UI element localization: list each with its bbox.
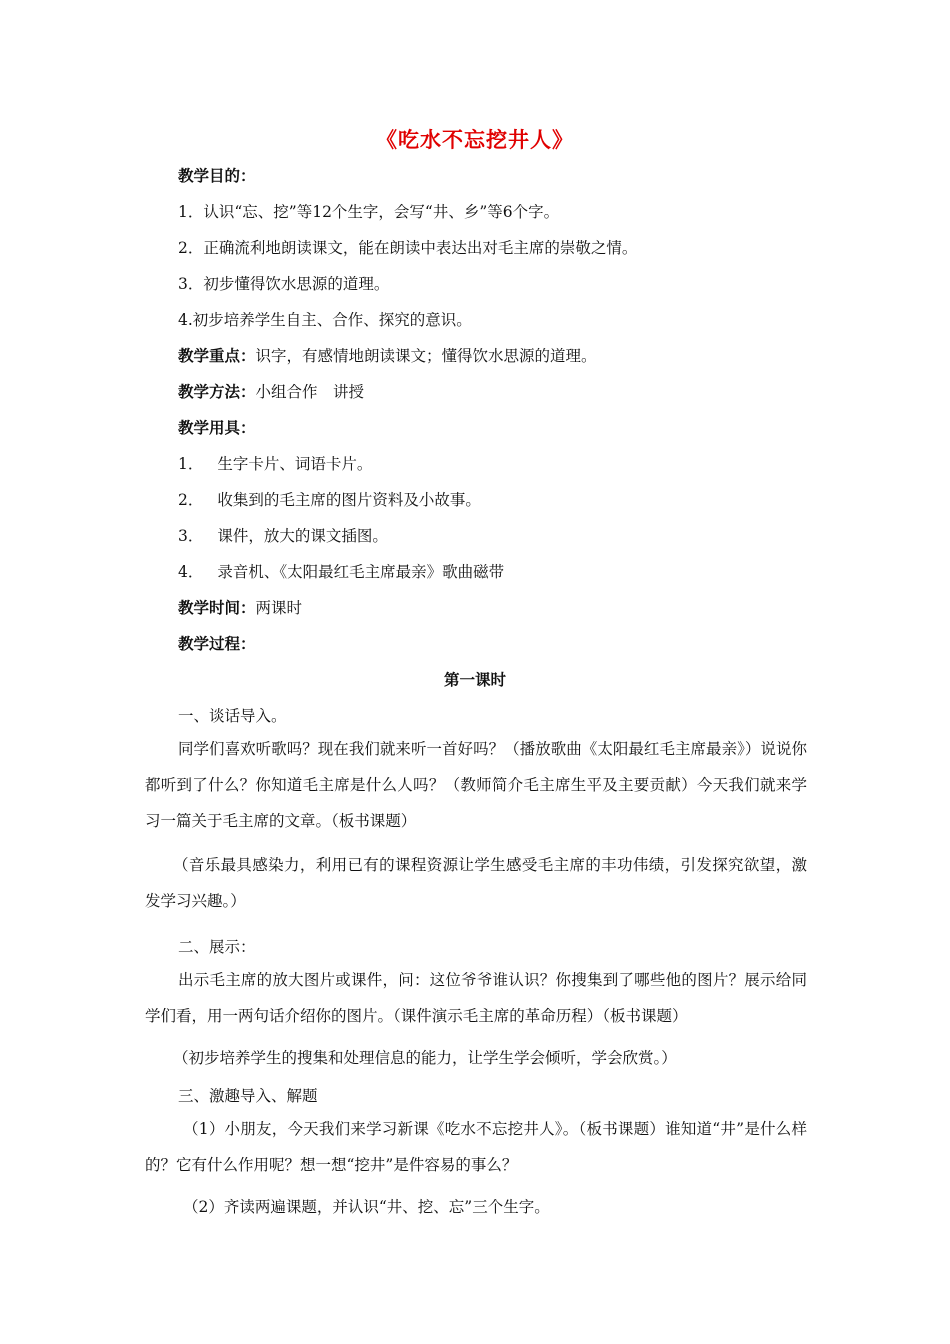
section-heading: 三、激趣导入、解题 (178, 1087, 318, 1105)
teaching-method (178, 380, 364, 402)
method-label: 教学方法： (178, 382, 256, 401)
tool-item: 1． 生字卡片、词语卡片。 (178, 455, 373, 473)
objective-item: 3．初步懂得饮水思源的道理。 (178, 275, 390, 293)
tool-item: 4． 录音机、《太阳最红毛主席最亲》歌曲磁带 (178, 563, 505, 581)
paragraph: （2）齐读两遍课题，并认识“井、挖、忘”三个生字。 (183, 1198, 550, 1216)
objectives-heading: 教学目的： (178, 166, 256, 185)
objective-item: 2．正确流利地朗读课文，能在朗读中表达出对毛主席的崇敬之情。 (178, 239, 638, 257)
time-text: 两课时 (255, 599, 303, 617)
paragraph: （音乐最具感染力，利用已有的课程资源让学生感受毛主席的丰功伟绩，引发探究欲望，激发学习兴趣。） (145, 856, 807, 910)
time-label: 教学时间： (178, 598, 256, 617)
lesson-heading: 第一课时 (443, 670, 506, 689)
key-points-text: 识字，有感情地朗读课文；懂得饮水思源的道理。 (255, 347, 597, 365)
tool-item: 3． 课件，放大的课文插图。 (178, 527, 388, 545)
paragraph: 同学们喜欢听歌吗？现在我们就来听一首好吗？（播放歌曲《太阳最红毛主席最亲》）说说你都听到了什么？你知道毛主席是什么人吗？（教师简介毛主席生平及主要贡献）今天我们就来学习一篇关于毛主席的文章。（板书课题） (145, 740, 807, 830)
key-points (178, 344, 597, 366)
objective-item: 1．认识“忘、挖”等12个生字，会写“井、乡”等6个字。 (178, 203, 560, 221)
paragraph: （初步培养学生的搜集和处理信息的能力，让学生学会倾听，学会欣赏。） (173, 1049, 677, 1067)
key-points-label: 教学重点： (178, 346, 256, 365)
tool-item: 2． 收集到的毛主席的图片资料及小故事。 (178, 491, 481, 509)
teaching-time (178, 596, 302, 618)
tools-heading: 教学用具： (178, 418, 256, 437)
section-heading: 一、谈话导入。 (178, 707, 287, 725)
paragraph: 出示毛主席的放大图片或课件，问：这位爷爷谁认识？你搜集到了哪些他的图片？展示给同学们看，用一两句话介绍你的图片。（课件演示毛主席的革命历程）（板书课题） (145, 971, 807, 1025)
section-heading: 二、展示： (178, 938, 256, 956)
process-heading: 教学过程： (178, 634, 256, 653)
document-title: 《吃水不忘挖井人》 (376, 127, 574, 152)
method-text: 小组合作 讲授 (255, 383, 365, 401)
objective-item: 4.初步培养学生自主、合作、探究的意识。 (178, 311, 472, 329)
paragraph: （1）小朋友，今天我们来学习新课《吃水不忘挖井人》。（板书课题）谁知道“井”是什么样的？它有什么作用呢？想一想“挖井”是件容易的事么？ (145, 1120, 807, 1174)
